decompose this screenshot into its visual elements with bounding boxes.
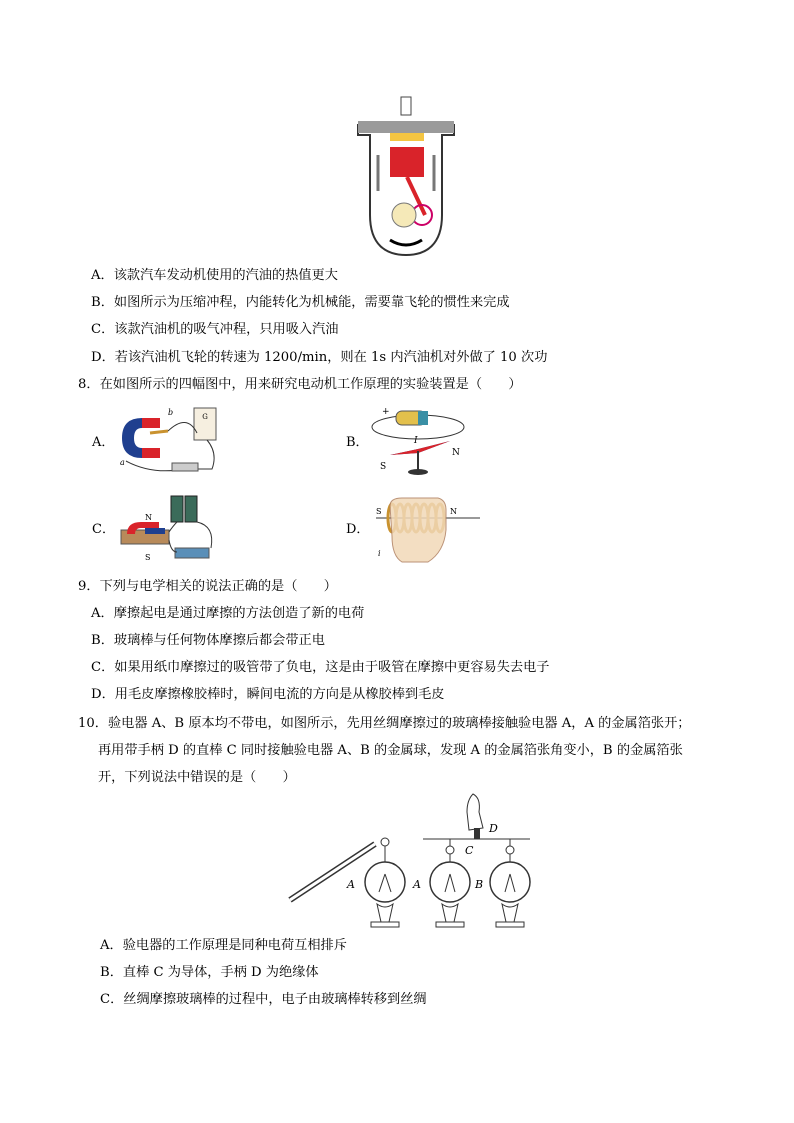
letter-a-second: A bbox=[413, 878, 421, 891]
needle-s bbox=[390, 441, 450, 455]
q8-label-c: C． bbox=[92, 522, 115, 537]
flywheel bbox=[392, 203, 416, 227]
current-i-d: i bbox=[378, 549, 381, 558]
q9-option-d: D．用毛皮摩擦橡胶棒时，瞬间电流的方向是从橡胶棒到毛皮 bbox=[91, 687, 445, 702]
pole-n-c: N bbox=[145, 513, 152, 522]
spark-plug bbox=[401, 97, 411, 115]
electroscope-a-first bbox=[365, 838, 405, 927]
battery-plus: + bbox=[382, 407, 390, 417]
electroscope-b bbox=[490, 839, 530, 927]
pole-n-d: N bbox=[450, 507, 457, 516]
rheostat bbox=[175, 548, 209, 558]
q7-option-d: D．若该汽油机飞轮的转速为 1200/min，则在 1s 内汽油机对外做了 10 次功 bbox=[91, 350, 548, 365]
q9-option-a: A．摩擦起电是通过摩擦的方法创造了新的电荷 bbox=[91, 606, 365, 621]
cell-1 bbox=[171, 496, 183, 522]
q7-option-c: C．该款汽油机的吸气冲程，只用吸入汽油 bbox=[91, 322, 339, 337]
q8-figure-a bbox=[112, 403, 222, 478]
electroscope-figure bbox=[285, 792, 545, 932]
q10-option-a: A．验电器的工作原理是同种电荷互相排斥 bbox=[100, 938, 347, 953]
q10-option-b: B．直棒 C 为导体，手柄 D 为绝缘体 bbox=[100, 965, 319, 980]
right-hand bbox=[390, 498, 446, 562]
needle-n bbox=[390, 441, 450, 455]
stand-base bbox=[408, 469, 428, 475]
pole-n: N bbox=[452, 448, 460, 458]
magnet-pole bbox=[145, 528, 165, 534]
pole-s: S bbox=[380, 462, 387, 472]
letter-d: D bbox=[489, 822, 498, 835]
point-a: a bbox=[120, 458, 125, 467]
electroscope-a-second bbox=[430, 839, 470, 927]
q8-stem: 8．在如图所示的四幅图中，用来研究电动机工作原理的实验装置是（ ） bbox=[78, 377, 522, 392]
engine-figure bbox=[350, 95, 462, 265]
switch bbox=[172, 463, 198, 471]
cell-2 bbox=[185, 496, 197, 522]
q7-option-a: A．该款汽车发动机使用的汽油的热值更大 bbox=[91, 268, 338, 283]
cylinder-head bbox=[358, 121, 454, 133]
q9-option-c: C．如果用纸巾摩擦过的吸管带了负电，这是由于吸管在摩擦中更容易失去电子 bbox=[91, 660, 550, 675]
spark-flame bbox=[390, 133, 424, 141]
piston bbox=[390, 147, 424, 177]
magnet-s bbox=[142, 418, 160, 458]
current-i: I bbox=[414, 436, 418, 446]
engine-block bbox=[358, 125, 454, 255]
letter-a-first: A bbox=[347, 878, 355, 891]
pole-s-d: S bbox=[376, 507, 382, 516]
q8-figure-c bbox=[115, 492, 225, 567]
q10-option-c: C．丝绸摩擦玻璃棒的过程中，电子由玻璃棒转移到丝绸 bbox=[100, 992, 427, 1007]
glass-rod-inner bbox=[290, 844, 375, 900]
letter-b: B bbox=[475, 878, 484, 891]
q8-figure-b bbox=[368, 403, 478, 478]
letter-c: C bbox=[465, 844, 474, 857]
battery-cap bbox=[418, 411, 428, 425]
q7-option-b: B．如图所示为压缩冲程，内能转化为机械能，需要靠飞轮的惯性来完成 bbox=[91, 295, 510, 310]
q8-label-b: B． bbox=[346, 435, 369, 450]
q10-stem-line-2: 再用带手柄 D 的直棒 C 同时接触验电器 A、B 的金属球，发现 A 的金属箔张角变小，B 的金属箔张 bbox=[98, 743, 683, 758]
q8-label-a: A． bbox=[92, 435, 115, 450]
hand-with-handle bbox=[467, 794, 483, 839]
q9-option-b: B．玻璃棒与任何物体摩擦后都会带正电 bbox=[91, 633, 325, 648]
pole-s-c: S bbox=[145, 553, 151, 562]
conductor-rod bbox=[150, 431, 168, 433]
galvanometer-letter: G bbox=[202, 413, 208, 421]
q10-stem-line-1: 10．验电器 A、B 原本均不带电，如图所示，先用丝绸摩擦过的玻璃棒接触验电器 A，A 的金属箔张开； bbox=[78, 716, 691, 731]
q8-label-d: D． bbox=[346, 522, 370, 537]
point-b: b bbox=[168, 408, 174, 417]
q9-stem: 9．下列与电学相关的说法正确的是（ ） bbox=[78, 579, 337, 594]
q8-figure-d bbox=[368, 496, 488, 568]
q10-stem-line-3: 开，下列说法中错误的是（ ） bbox=[98, 770, 296, 785]
